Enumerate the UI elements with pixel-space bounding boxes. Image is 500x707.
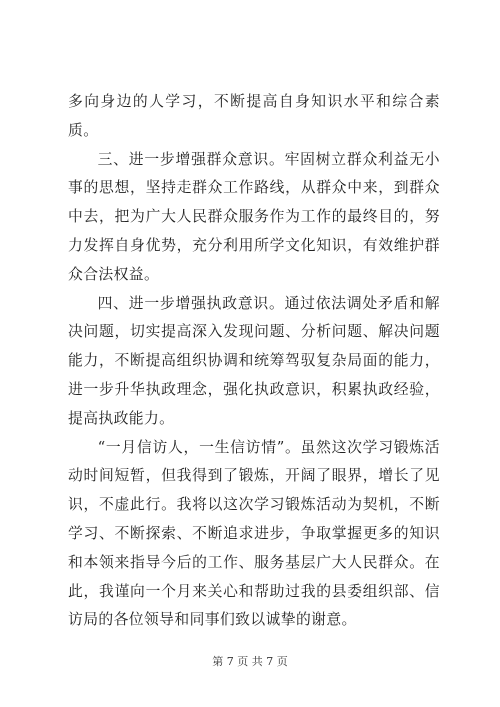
paragraph-continuation: 多向身边的人学习，不断提高自身知识水平和综合素质。 [68,93,440,139]
document-body [68,88,440,635]
paragraph-closing: “一月信访人，一生信访情”。虽然这次学习锻炼活动时间短暂，但我得到了锻炼，开阔了眼界，增长了见识，不虚此行。我将以这次学习锻炼活动为契机，不断学习、不断探索、不断追求进步，争取掌握更多的知识和本领来指导今后的工作、服务基层广大人民群众。在此，我谨向一个月来关心和帮助过我的县委组织部、信访局的各位领导和同事们致以诚挚的谢意。 [68,438,440,629]
paragraph-mass-awareness: 三、进一步增强群众意识。牢固树立群众利益无小事的思想，坚持走群众工作路线，从群众中来，到群众中去，把为广大人民群众服务作为工作的最终目的，努力发挥自身优势，充分利用所学文化知识，有效维护群众合法权益。 [68,150,440,283]
paragraph-governance-awareness: 四、进一步增强执政意识。通过依法调处矛盾和解决问题，切实提高深入发现问题、分析问题、解决问题能力，不断提高组织协调和统筹驾驭复杂局面的能力，进一步升华执政理念，强化执政意识，积累执政经验，提高执政能力。 [68,294,440,427]
page-footer: 第 7 页 共 7 页 [212,655,288,668]
